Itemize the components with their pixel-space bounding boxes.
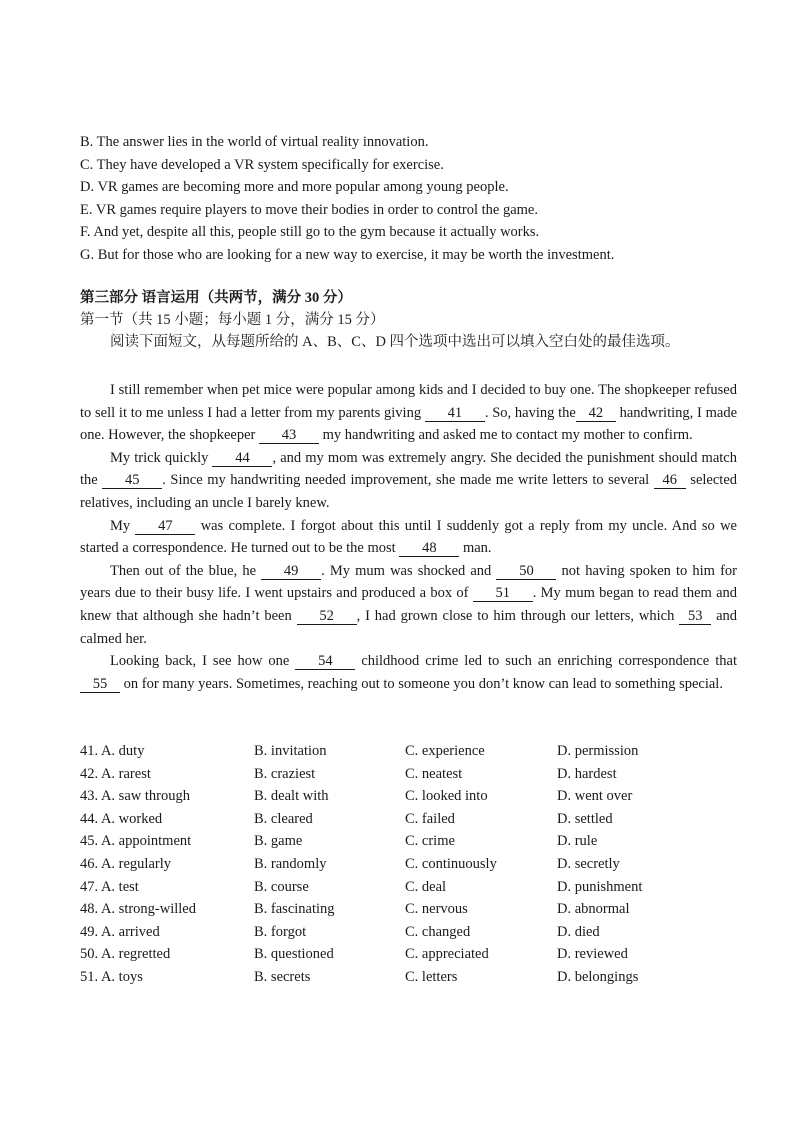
question-row bbox=[80, 966, 740, 989]
option-c: C. looked into bbox=[405, 788, 488, 805]
option-a: 46. A. regularly bbox=[80, 855, 172, 872]
option-c: C. deal bbox=[405, 878, 447, 895]
seven-choice-options bbox=[80, 131, 740, 266]
option-c: C. letters bbox=[405, 968, 458, 985]
part-title: 第三部分 语言运用（共两节，满分 30 分） bbox=[80, 290, 352, 306]
option-d: D. belongings bbox=[557, 968, 639, 985]
paragraph-4: Then out of the blue, he 49 . My mum was shocked and 50 not having spoken to him for years due to their busy life. I went upstairs and produced a box of 51 . My mum began to read them and knew that although she hadn’t been 52 , I had grown close to him through our letters, which 53 and calmed her. bbox=[80, 562, 738, 647]
option-d: D. permission bbox=[557, 743, 639, 759]
option-d: D. rule bbox=[557, 833, 598, 850]
option-d: D. punishment bbox=[557, 878, 643, 895]
option-f: F. And yet, despite all this, people still go to the gym because it actually works. bbox=[80, 224, 540, 240]
option-a: 49. A. arrived bbox=[80, 923, 160, 940]
question-row bbox=[80, 853, 740, 876]
option-c: C. changed bbox=[405, 923, 471, 940]
option-b: B. questioned bbox=[254, 946, 334, 963]
paragraph-2: My trick quickly 44 , and my mom was extremely angry. She decided the punishment should match the 45 . Since my handwriting needed improvement, she made me write letters to several 46 selected relatives, including an uncle I barely knew. bbox=[80, 449, 738, 511]
option-a: 48. A. strong-willed bbox=[80, 901, 196, 918]
question-row bbox=[80, 898, 740, 921]
paragraph-3: My 47 was complete. I forgot about this until I suddenly got a reply from my uncle. And so we started a correspondence. He turned out to be the most 48 man. bbox=[80, 517, 737, 557]
blank-44: 44 bbox=[212, 451, 272, 467]
option-a: 45. A. appointment bbox=[80, 833, 192, 850]
option-d: D. settled bbox=[557, 810, 613, 827]
section-header bbox=[80, 287, 740, 353]
option-b: B. randomly bbox=[254, 855, 327, 872]
question-row bbox=[80, 921, 740, 944]
option-c: C. appreciated bbox=[405, 946, 489, 963]
option-d: D. abnormal bbox=[557, 901, 630, 918]
option-c: C. crime bbox=[405, 833, 455, 850]
option-c: C. continuously bbox=[405, 855, 497, 872]
option-d: D. hardest bbox=[557, 765, 617, 782]
question-row bbox=[80, 740, 740, 763]
option-b: B. fascinating bbox=[254, 901, 335, 918]
blank-55: 55 bbox=[80, 677, 120, 693]
blank-49: 49 bbox=[261, 564, 321, 580]
option-d: D. secretly bbox=[557, 855, 620, 872]
question-row bbox=[80, 943, 740, 966]
option-c: C. They have developed a VR system specifically for exercise. bbox=[80, 156, 444, 173]
instruction: 阅读下面短文，从每题所给的 A、B、C、D 四个选项中选出可以填入空白处的最佳选项。 bbox=[110, 334, 680, 350]
paragraph-5: Looking back, I see how one 54 childhood crime led to such an enriching correspondence that 55 on for many years. Sometimes, reaching out to someone you don’t know can lead to something special. bbox=[80, 650, 737, 695]
option-c: C. failed bbox=[405, 810, 455, 827]
blank-54: 54 bbox=[295, 654, 355, 670]
blank-42: 42 bbox=[576, 406, 616, 422]
blank-45: 45 bbox=[102, 473, 162, 489]
option-c: C. nervous bbox=[405, 901, 468, 918]
blank-52: 52 bbox=[297, 609, 357, 625]
option-a: 50. A. regretted bbox=[80, 946, 171, 963]
option-d: D. VR games are becoming more and more popular among young people. bbox=[80, 179, 509, 195]
blank-46: 46 bbox=[654, 473, 686, 489]
blank-50: 50 bbox=[496, 564, 556, 580]
paragraph-1: I still remember when pet mice were popular among kids and I decided to buy one. The shopkeeper refused to sell it to me unless I had a letter from my parents giving 41 . So, having the 42 handwriting, I made one. However, the shopkeeper 43 my handwriting and asked me to contact my mother to confirm. bbox=[80, 382, 737, 444]
option-a: 41. A. duty bbox=[80, 743, 145, 759]
blank-51: 51 bbox=[473, 586, 533, 602]
cloze-passage bbox=[80, 379, 737, 695]
blank-53: 53 bbox=[679, 609, 711, 625]
blank-48: 48 bbox=[399, 541, 459, 557]
option-c: C. neatest bbox=[405, 765, 463, 782]
question-row bbox=[80, 763, 740, 786]
option-b: B. cleared bbox=[254, 810, 313, 827]
option-b: B. secrets bbox=[254, 968, 311, 985]
option-b: B. invitation bbox=[254, 743, 327, 759]
option-b: B. forgot bbox=[254, 923, 307, 940]
option-c: C. experience bbox=[405, 743, 485, 759]
blank-43: 43 bbox=[259, 428, 319, 444]
option-d: D. reviewed bbox=[557, 946, 628, 963]
option-a: 43. A. saw through bbox=[80, 788, 190, 805]
question-row bbox=[80, 876, 740, 899]
option-b: B. game bbox=[254, 833, 303, 850]
option-b: B. The answer lies in the world of virtual reality innovation. bbox=[80, 134, 429, 150]
option-d: D. went over bbox=[557, 788, 633, 805]
question-row bbox=[80, 830, 740, 853]
option-b: B. course bbox=[254, 878, 309, 895]
answer-options bbox=[80, 740, 740, 989]
option-b: B. craziest bbox=[254, 765, 316, 782]
blank-47: 47 bbox=[135, 519, 195, 535]
blank-41: 41 bbox=[425, 406, 485, 422]
option-a: 51. A. toys bbox=[80, 968, 143, 985]
option-a: 44. A. worked bbox=[80, 810, 163, 827]
option-g: G. But for those who are looking for a new way to exercise, it may be worth the investment. bbox=[80, 246, 615, 263]
question-row bbox=[80, 785, 740, 808]
question-row bbox=[80, 808, 740, 831]
option-b: B. dealt with bbox=[254, 788, 329, 805]
sub-title: 第一节（共 15 小题；每小题 1 分，满分 15 分） bbox=[80, 312, 385, 328]
option-a: 47. A. test bbox=[80, 878, 139, 895]
option-d: D. died bbox=[557, 923, 600, 940]
option-a: 42. A. rarest bbox=[80, 765, 151, 782]
option-e: E. VR games require players to move their bodies in order to control the game. bbox=[80, 201, 538, 218]
